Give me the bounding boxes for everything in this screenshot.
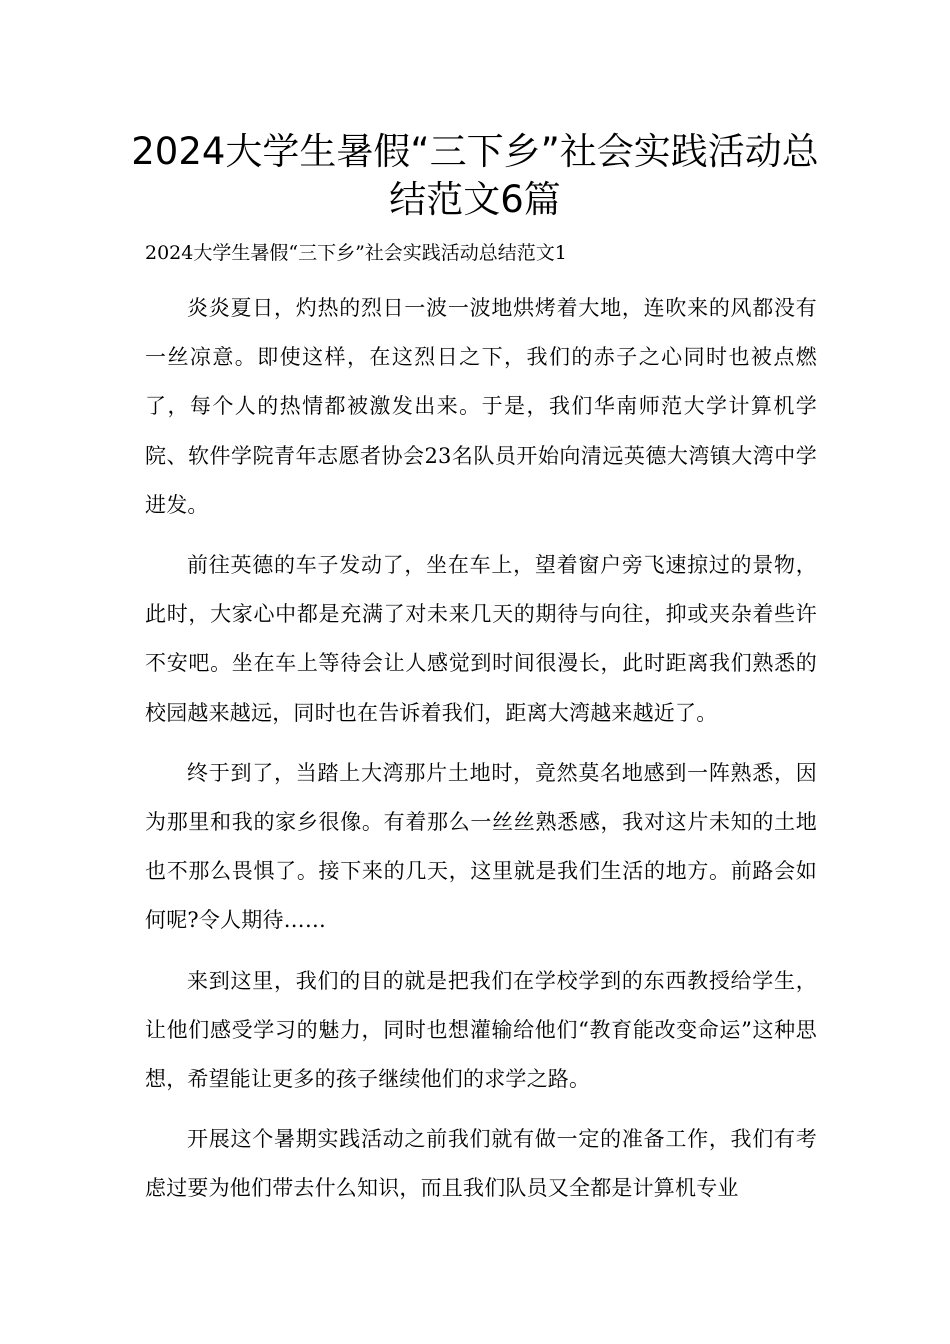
section-heading: 2024大学生暑假“三下乡”社会实践活动总结范文1	[145, 242, 567, 264]
document-body	[145, 284, 817, 1225]
paragraph-2: 前往英德的车子发动了，坐在车上，望着窗户旁飞速掠过的景物，此时，大家心中都是充满了对未来几天的期待与向往，抑或夹杂着些许不安吧。坐在车上等待会让人感觉到时间很漫长，此时距离我们熟悉的校园越来越远，同时也在告诉着我们，距离大湾越来越近了。	[145, 553, 817, 725]
paragraph-5: 开展这个暑期实践活动之前我们就有做一定的准备工作，我们有考虑过要为他们带去什么知识，而且我们队员又全都是计算机专业	[145, 1127, 817, 1201]
document-title: 2024大学生暑假“三下乡”社会实践活动总结范文6篇	[131, 130, 819, 221]
paragraph-3: 终于到了，当踏上大湾那片土地时，竟然莫名地感到一阵熟悉，因为那里和我的家乡很像。有着那么一丝丝熟悉感，我对这片未知的土地也不那么畏惧了。接下来的几天，这里就是我们生活的地方。前路会如何呢?令人期待……	[145, 760, 817, 933]
paragraph-4: 来到这里，我们的目的就是把我们在学校学到的东西教授给学生，让他们感受学习的魅力，同时也想灌输给他们“教育能改变命运”这种思想，希望能让更多的孩子继续他们的求学之路。	[145, 968, 817, 1092]
paragraph-1: 炎炎夏日，灼热的烈日一波一波地烘烤着大地，连吹来的风都没有一丝凉意。即使这样，在这烈日之下，我们的赤子之心同时也被点燃了，每个人的热情都被激发出来。于是，我们华南师范大学计算机学院、软件学院青年志愿者协会23名队员开始向清远英德大湾镇大湾中学进发。	[145, 296, 817, 517]
